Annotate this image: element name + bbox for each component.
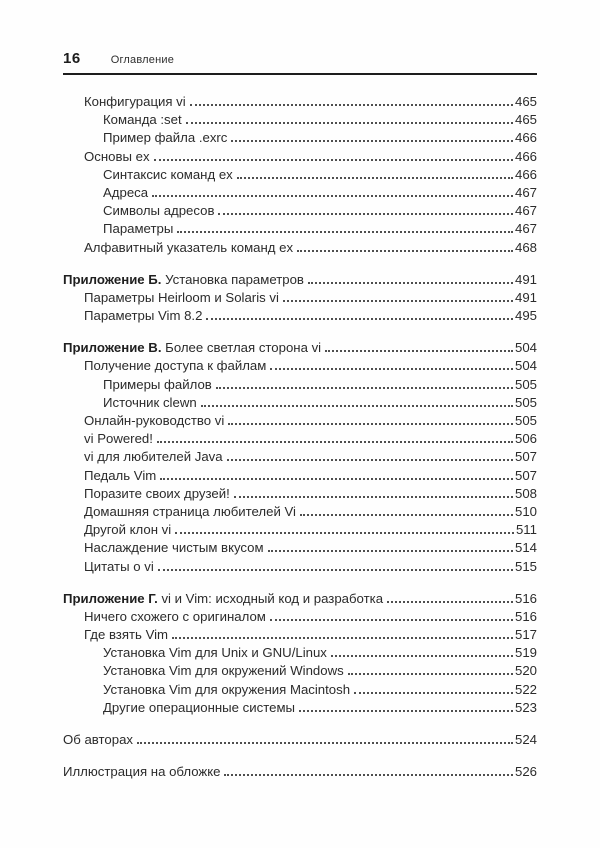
toc-entry-page: 524 [514, 732, 537, 747]
toc-entry-page: 467 [514, 203, 537, 219]
toc-entry-page: 467 [514, 184, 537, 200]
dot-leader [206, 318, 513, 320]
dot-leader [224, 774, 513, 776]
toc-entry-page: 515 [514, 558, 537, 574]
toc-entry-title: Об авторах [63, 732, 134, 747]
dot-leader [270, 619, 513, 621]
toc-entry [63, 167, 537, 185]
toc-entry-page: 466 [514, 166, 537, 182]
toc-entry-title: Параметры Vim 8.2 [84, 308, 203, 324]
toc-entry-page: 516 [514, 590, 537, 606]
toc-entry-title: Приложение Г. vi и Vim: исходный код и разработка [63, 590, 384, 606]
dot-leader [270, 368, 513, 370]
toc-entry-title: vi Powered! [84, 431, 153, 447]
dot-leader [190, 104, 513, 106]
toc-entry-title: Примеры файлов [103, 376, 212, 392]
toc-entry-title: Ничего схожего с оригиналом [84, 608, 266, 624]
dot-leader [201, 405, 513, 407]
toc-group [63, 591, 537, 718]
toc-group [63, 764, 537, 782]
toc-entry-prefix: Приложение Б. [63, 271, 162, 287]
toc-entry [63, 449, 537, 467]
dot-leader [234, 496, 513, 498]
toc-entry-prefix: Приложение Г. [63, 590, 158, 606]
toc-entry-title: Параметры [103, 221, 174, 237]
toc-entry [63, 290, 537, 308]
toc-entry-page: 507 [514, 449, 537, 465]
toc-entry-title: Конфигурация vi [84, 94, 186, 109]
toc-group [63, 732, 537, 750]
toc-entry [63, 240, 537, 258]
toc-entry-page: 519 [514, 645, 537, 661]
toc-entry [63, 431, 537, 449]
dot-leader [268, 550, 513, 552]
toc-entry-title: vi для любителей Java [84, 449, 223, 465]
header-rule [63, 73, 537, 75]
toc-entry-page: 468 [514, 239, 537, 255]
dot-leader [157, 441, 513, 443]
dot-leader [228, 423, 513, 425]
toc-entry-page: 505 [514, 413, 537, 428]
dot-leader [137, 742, 513, 744]
toc-entry [63, 559, 537, 577]
toc-entry [63, 185, 537, 203]
dot-leader [231, 140, 513, 142]
dot-leader [152, 195, 513, 197]
toc-entry-page: 465 [514, 112, 537, 128]
toc-entry-page: 507 [514, 467, 537, 483]
toc-entry-page: 510 [514, 503, 537, 519]
toc-entry-title: Параметры Heirloom и Solaris vi [84, 289, 279, 305]
toc-entry-title: Где взять Vim [84, 627, 169, 643]
running-title: Оглавление [110, 54, 175, 66]
toc-entry [63, 413, 537, 431]
dot-leader [299, 710, 513, 712]
toc-entry-page: 526 [514, 764, 537, 780]
toc-entry-page: 511 [515, 522, 537, 538]
toc-entry-title: Установка Vim для Unix и GNU/Linux [103, 645, 327, 661]
dot-leader [297, 250, 513, 252]
running-header [63, 50, 537, 67]
dot-leader [177, 231, 513, 233]
toc-entry [63, 732, 537, 750]
toc-entry-title: Домашняя страница любителей Vi [84, 503, 296, 519]
toc-entry-title: Получение доступа к файлам [84, 358, 267, 374]
toc-entry-page: 504 [514, 340, 537, 356]
toc-entry [63, 522, 537, 540]
dot-leader [348, 673, 513, 675]
toc-entry-page: 505 [514, 376, 537, 392]
toc-entry [63, 609, 537, 627]
toc-entry-title: Символы адресов [103, 203, 215, 219]
dot-leader [154, 159, 513, 161]
toc-entry [63, 340, 537, 358]
toc-entry-page: 516 [514, 608, 537, 624]
dot-leader [158, 569, 513, 571]
toc-entry-title: Приложение В. Более светлая сторона vi [63, 340, 322, 356]
toc-entry-page: 523 [514, 699, 537, 715]
dot-leader [325, 350, 513, 352]
toc-entry-page: 467 [514, 221, 537, 237]
toc-entry-title: Установка Vim для окружения Macintosh [103, 681, 351, 697]
table-of-contents [63, 94, 537, 782]
toc-entry-page: 465 [514, 94, 537, 109]
toc-entry [63, 130, 537, 148]
toc-entry [63, 645, 537, 663]
toc-entry-page: 491 [514, 271, 537, 287]
toc-entry [63, 700, 537, 718]
toc-entry-page: 495 [514, 308, 537, 324]
dot-leader [283, 300, 513, 302]
toc-entry-page: 508 [514, 485, 537, 501]
toc-entry [63, 540, 537, 558]
toc-entry-title: Синтаксис команд ex [103, 166, 233, 182]
dot-leader [172, 637, 513, 639]
toc-entry [63, 764, 537, 782]
page-number: 16 [63, 50, 81, 67]
dot-leader [175, 532, 514, 534]
toc-entry-title: Алфавитный указатель команд ex [84, 239, 294, 255]
toc-entry-prefix: Приложение В. [63, 340, 162, 356]
toc-entry-title: Иллюстрация на обложке [63, 764, 221, 780]
toc-entry-page: 466 [514, 130, 537, 146]
toc-group [63, 94, 537, 258]
toc-entry [63, 377, 537, 395]
dot-leader [227, 459, 513, 461]
dot-leader [216, 387, 513, 389]
toc-entry [63, 272, 537, 290]
toc-entry-page: 504 [514, 358, 537, 374]
toc-group [63, 340, 537, 576]
toc-entry [63, 591, 537, 609]
toc-entry-title: Цитаты о vi [84, 558, 154, 574]
toc-entry-page: 466 [514, 148, 537, 164]
toc-entry [63, 395, 537, 413]
toc-group [63, 272, 537, 327]
dot-leader [354, 692, 513, 694]
toc-entry-title: Пример файла .exrc [103, 130, 228, 146]
toc-entry [63, 221, 537, 239]
toc-entry-title: Установка Vim для окружений Windows [103, 663, 344, 679]
toc-entry [63, 308, 537, 326]
toc-entry-page: 514 [514, 540, 537, 556]
dot-leader [186, 122, 513, 124]
toc-entry [63, 358, 537, 376]
toc-entry-page: 506 [514, 431, 537, 447]
toc-entry [63, 149, 537, 167]
toc-entry-title: Приложение Б. Установка параметров [63, 271, 304, 287]
dot-leader [300, 514, 513, 516]
toc-entry-title: Педаль Vim [84, 467, 157, 483]
toc-entry [63, 94, 537, 112]
toc-entry-page: 522 [514, 681, 537, 697]
toc-entry-title: Другой клон vi [84, 522, 172, 538]
toc-entry-title: Онлайн-руководство vi [84, 413, 225, 428]
dot-leader [237, 177, 513, 179]
toc-entry [63, 486, 537, 504]
dot-leader [308, 282, 513, 284]
toc-entry [63, 504, 537, 522]
toc-entry-title: Источник clewn [103, 394, 197, 410]
dot-leader [387, 601, 513, 603]
toc-entry-title: Основы ex [84, 148, 150, 164]
toc-entry-title: Адреса [103, 184, 149, 200]
toc-entry [63, 203, 537, 221]
toc-entry-page: 505 [514, 394, 537, 410]
toc-entry [63, 627, 537, 645]
toc-entry-page: 520 [514, 663, 537, 679]
toc-entry-page: 491 [514, 289, 537, 305]
dot-leader [160, 478, 513, 480]
toc-entry [63, 112, 537, 130]
toc-entry-page: 517 [514, 627, 537, 643]
dot-leader [331, 655, 513, 657]
dot-leader [218, 213, 513, 215]
toc-entry-title: Поразите своих друзей! [84, 485, 230, 501]
toc-entry [63, 468, 537, 486]
toc-entry-title: Другие операционные системы [103, 699, 295, 715]
toc-entry [63, 682, 537, 700]
toc-entry-title: Команда :set [103, 112, 182, 128]
toc-entry-title: Наслаждение чистым вкусом [84, 540, 264, 556]
toc-entry [63, 663, 537, 681]
